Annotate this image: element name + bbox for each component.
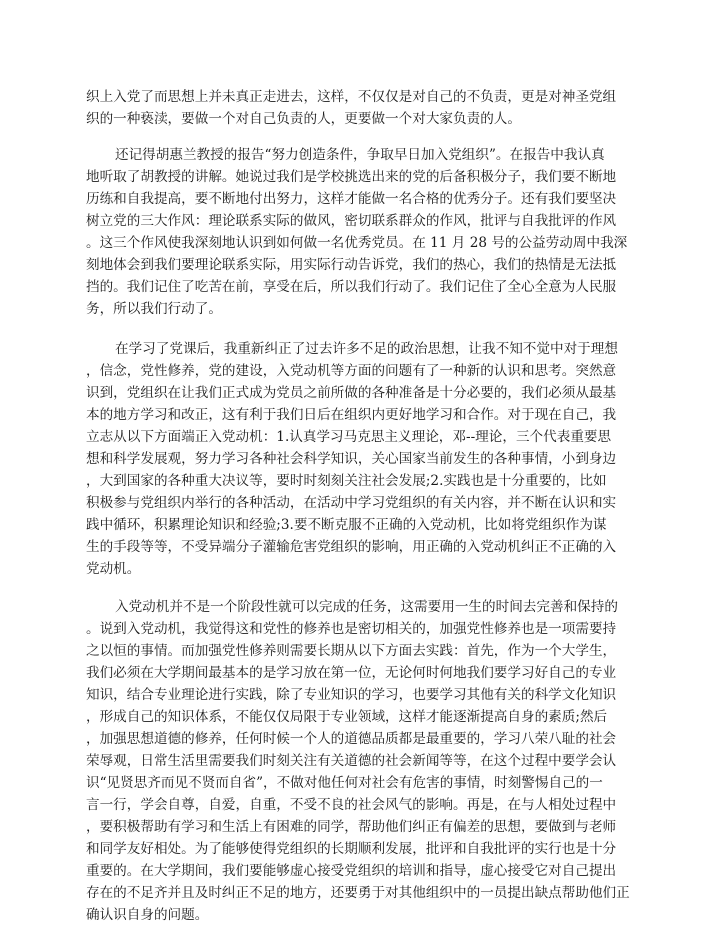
text-line: ，加强思想道德的修养，任何时候一个人的道德品质都是最重要的，学习八荣八耻的社会 [86,731,617,747]
text-line: 党动机。 [86,561,141,577]
text-line: 想和科学发展观，努力学习各种社会科学知识，关心国家当前发生的各种事情，小到身边 [86,451,617,467]
text-line: ，信念，党性修养，党的建设，入党动机等方面的问题有了一种新的认识和思考。突然意 [86,363,617,379]
text-line: 和同学友好相处。为了能够使得党组织的长期顺利发展，批评和自我批评的实行也是十分 [86,841,617,857]
text-line: 识到，党组织在让我们正式成为党员之前所做的各种准备是十分必要的，我们必须从最基 [86,385,617,401]
text-line: 务，所以我们行动了。 [86,301,222,317]
text-line: 确认识自身的问题。 [86,907,209,923]
text-line: ，要积极帮助有学习和生活上有困难的同学，帮助他们纠正有偏差的思想，要做到与老师 [86,819,617,835]
text-line: 荣辱观，日常生活里需要我们时刻关注有关道德的社会新闻等等，在这个过程中要学会认 [86,753,617,769]
text-line: 挡的。我们记住了吃苦在前，享受在后，所以我们行动了。我们记住了全心全意为人民服 [86,279,617,295]
text-line: ，大到国家的各种重大决议等，要时时刻刻关注社会发展;2.实践也是十分重要的，比如 [86,473,607,489]
text-line: 还记得胡惠兰教授的报告“努力创造条件，争取早日加入党组织”。在报告中我认真 [115,147,605,163]
text-line: 地听取了胡教授的讲解。她说过我们是学校挑选出来的党的后备积极分子，我们要不断地 [86,169,617,185]
text-line: 重要的。在大学期间，我们要能够虚心接受党组织的培训和指导，虚心接受它对自己提出 [86,863,617,879]
text-line: 。这三个作风使我深刻地认识到如何做一名优秀党员。在 11 月 28 号的公益劳动周中我深 [86,235,628,251]
text-line: 之以恒的事情。而加强党性修养则需要长期从以下方面去实践：首先，作为一个大学生， [86,643,617,659]
text-line: 生的手段等等，不受异端分子灌输危害党组织的影响，用正确的入党动机纠正不正确的入 [86,539,617,555]
text-line: 本的地方学习和改正，这有利于我们日后在组织内更好地学习和合作。对于现在自己，我 [86,407,617,423]
text-line: 存在的不足齐并且及时纠正不足的地方，还要勇于对其他组织中的一员提出缺点帮助他们正 [86,885,630,901]
text-line: 我们必须在大学期间最基本的是学习放在第一位，无论何时何地我们要学习好自己的专业 [86,665,617,681]
text-line: 入党动机并不是一个阶段性就可以完成的任务，这需要用一生的时间去完善和保持的 [115,599,618,615]
text-line: 织的一种亵渎，要做一个对自己负责的人，更要做一个对大家负责的人。 [86,111,521,127]
text-line: 识“见贤思齐而见不贤而自省”，不做对他任何对社会有危害的事情，时刻警惕自己的一 [86,775,603,791]
text-line: 历练和自我提高，要不断地付出努力，这样才能做一名合格的优秀分子。还有我们要坚决 [86,191,617,207]
text-line: 在学习了党课后，我重新纠正了过去许多不足的政治思想，让我不知不觉中对于理想 [115,341,618,357]
text-line: 积极参与党组织内举行的各种活动，在活动中学习党组织的有关内容，并不断在认识和实 [86,495,617,511]
text-line: 刻地体会到我们要理论联系实际，用实际行动告诉党，我们的热心，我们的热情是无法抵 [86,257,617,273]
text-line: 知识，结合专业理论进行实践，除了专业知识的学习，也要学习其他有关的科学文化知识 [86,687,617,703]
text-line: 践中循环，积累理论知识和经验;3.要不断克服不正确的入党动机，比如将党组织作为谋 [86,517,607,533]
text-line: 树立党的三大作风：理论联系实际的做风，密切联系群众的作风，批评与自我批评的作风 [86,213,617,229]
text-line: 立志从以下方面端正入党动机：1.认真学习马克思主义理论，邓--理论，三个代表重要思 [86,429,612,445]
text-line: 织上入党了而思想上并未真正走进去，这样，不仅仅是对自己的不负责，更是对神圣党组 [86,89,617,105]
text-line: 。说到入党动机，我觉得这和党性的修养也是密切相关的，加强党性修养也是一项需要持 [86,621,617,637]
text-line: 言一行，学会自尊，自爱，自重，不受不良的社会风气的影响。再是，在与人相处过程中 [86,797,617,813]
text-line: ，形成自己的知识体系，不能仅仅局限于专业领域，这样才能逐渐提高自身的素质;然后 [86,709,608,725]
